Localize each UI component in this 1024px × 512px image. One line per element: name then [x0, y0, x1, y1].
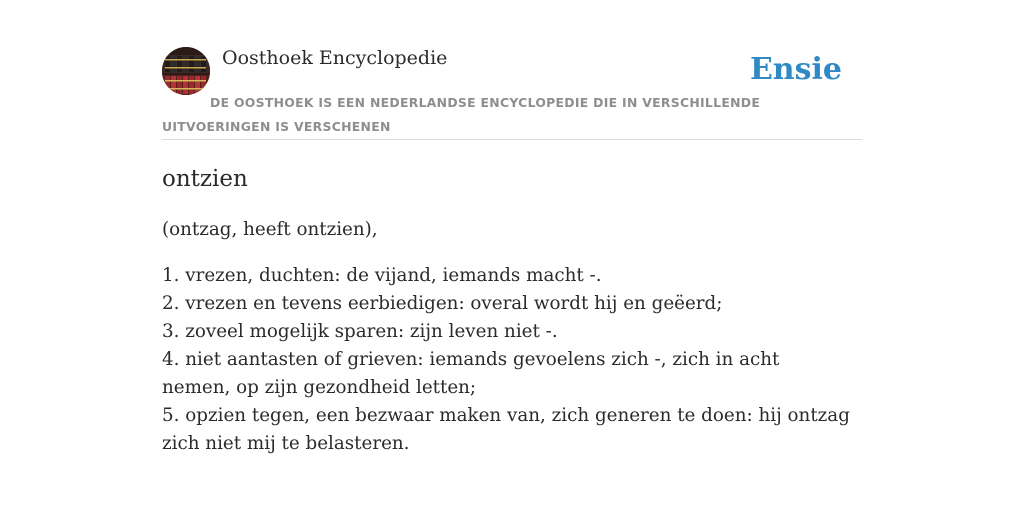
- site-header: [162, 46, 862, 140]
- bookshelf-icon: [162, 47, 210, 95]
- meaning-item: 4. niet aantasten of grieven: iemands gevoelens zich -, zich in acht nemen, op zijn gezondheid letten;: [162, 349, 780, 398]
- entry-grammar: (ontzag, heeft ontzien),: [162, 219, 378, 240]
- site-tagline: DE OOSTHOEK IS EEN NEDERLANDSE ENCYCLOPEDIE DIE IN VERSCHILLENDE UITVOERINGEN IS VERSCHENEN: [162, 95, 761, 134]
- site-title[interactable]: Oosthoek Encyclopedie: [222, 47, 448, 69]
- entry-meanings: [162, 262, 852, 458]
- entry-title: ontzien: [162, 166, 248, 192]
- brand-logo[interactable]: Ensie: [749, 52, 842, 87]
- page: [162, 46, 862, 454]
- meaning-item: 1. vrezen, duchten: de vijand, iemands macht -.: [162, 265, 602, 286]
- avatar[interactable]: [162, 47, 210, 95]
- meaning-item: 2. vrezen en tevens eerbiedigen: overal wordt hij en geëerd;: [162, 293, 723, 314]
- meaning-item: 5. opzien tegen, een bezwaar maken van, zich generen te doen: hij ontzag zich niet mij te belasteren.: [162, 405, 850, 454]
- meaning-item: 3. zoveel mogelijk sparen: zijn leven niet -.: [162, 321, 558, 342]
